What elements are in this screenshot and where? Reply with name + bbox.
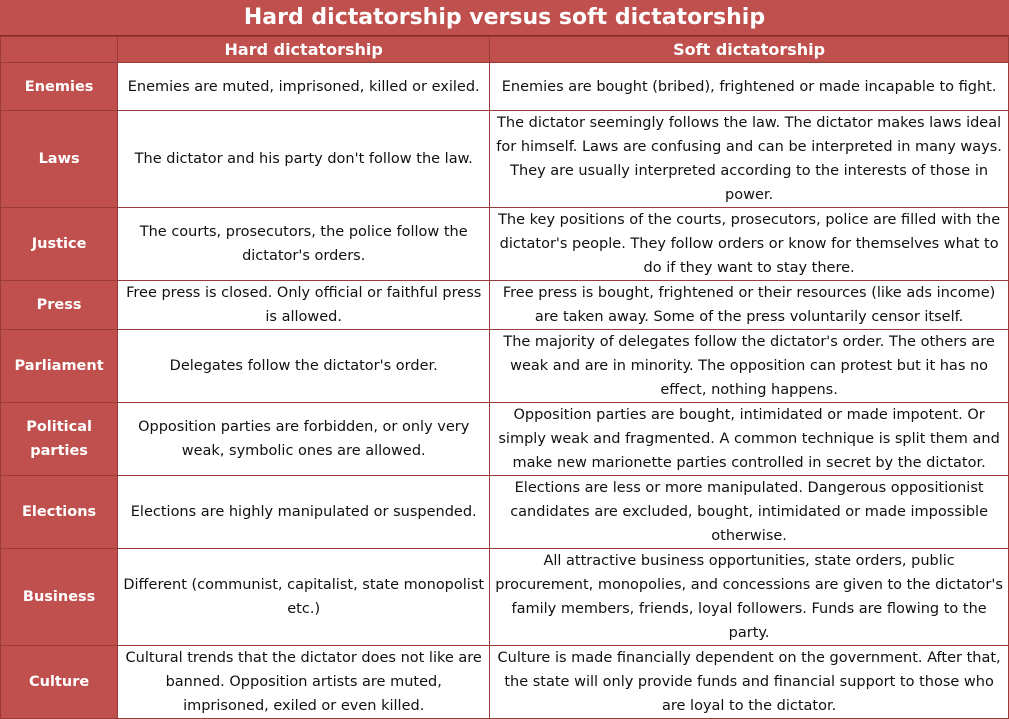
- header-row: [1, 37, 1009, 63]
- row-label-justice: Justice: [1, 208, 118, 281]
- header-hard-dictatorship: Hard dictatorship: [118, 37, 490, 63]
- row-label-political-parties: Political parties: [1, 403, 118, 476]
- page-title: Hard dictatorship versus soft dictatorship: [0, 0, 1009, 36]
- soft-cell: Free press is bought, frightened or their resources (like ads income) are taken away. Some of the press voluntarily censor itself.: [490, 281, 1009, 330]
- table-row: [1, 646, 1009, 719]
- soft-cell: The majority of delegates follow the dictator's order. The others are weak and are in minority. The opposition can protest but it has no effect, nothing happens.: [490, 330, 1009, 403]
- hard-cell: Cultural trends that the dictator does not like are banned. Opposition artists are muted, imprisoned, exiled or even killed.: [118, 646, 490, 719]
- row-label-press: Press: [1, 281, 118, 330]
- row-label-parliament: Parliament: [1, 330, 118, 403]
- hard-cell: Enemies are muted, imprisoned, killed or exiled.: [118, 63, 490, 111]
- table-row: [1, 208, 1009, 281]
- soft-cell: Enemies are bought (bribed), frightened or made incapable to fight.: [490, 63, 1009, 111]
- row-label-culture: Culture: [1, 646, 118, 719]
- soft-cell: Culture is made financially dependent on the government. After that, the state will only provide funds and financial support to those who are loyal to the dictator.: [490, 646, 1009, 719]
- table-row: [1, 330, 1009, 403]
- table-row: [1, 63, 1009, 111]
- table-row: [1, 403, 1009, 476]
- soft-cell: All attractive business opportunities, state orders, public procurement, monopolies, and concessions are given to the dictator's family members, friends, loyal followers. Funds are flowing to the party.: [490, 549, 1009, 646]
- row-label-laws: Laws: [1, 111, 118, 208]
- row-label-elections: Elections: [1, 476, 118, 549]
- hard-cell: The dictator and his party don't follow the law.: [118, 111, 490, 208]
- table-row: [1, 281, 1009, 330]
- header-corner: [1, 37, 118, 63]
- row-label-enemies: Enemies: [1, 63, 118, 111]
- soft-cell: Elections are less or more manipulated. Dangerous oppositionist candidates are excluded, bought, intimidated or made impossible otherwise.: [490, 476, 1009, 549]
- row-label-business: Business: [1, 549, 118, 646]
- comparison-table: [0, 36, 1009, 719]
- hard-cell: Free press is closed. Only official or faithful press is allowed.: [118, 281, 490, 330]
- hard-cell: Opposition parties are forbidden, or only very weak, symbolic ones are allowed.: [118, 403, 490, 476]
- header-soft-dictatorship: Soft dictatorship: [490, 37, 1009, 63]
- table-row: [1, 549, 1009, 646]
- soft-cell: The dictator seemingly follows the law. The dictator makes laws ideal for himself. Laws are confusing and can be interpreted in many ways. They are usually interpreted according to the interests of those in power.: [490, 111, 1009, 208]
- hard-cell: Delegates follow the dictator's order.: [118, 330, 490, 403]
- soft-cell: The key positions of the courts, prosecutors, police are filled with the dictator's people. They follow orders or know for themselves what to do if they want to stay there.: [490, 208, 1009, 281]
- hard-cell: Elections are highly manipulated or suspended.: [118, 476, 490, 549]
- table-row: [1, 476, 1009, 549]
- hard-cell: The courts, prosecutors, the police follow the dictator's orders.: [118, 208, 490, 281]
- hard-cell: Different (communist, capitalist, state monopolist etc.): [118, 549, 490, 646]
- soft-cell: Opposition parties are bought, intimidated or made impotent. Or simply weak and fragmented. A common technique is split them and make new marionette parties controlled in secret by the dictator.: [490, 403, 1009, 476]
- table-row: [1, 111, 1009, 208]
